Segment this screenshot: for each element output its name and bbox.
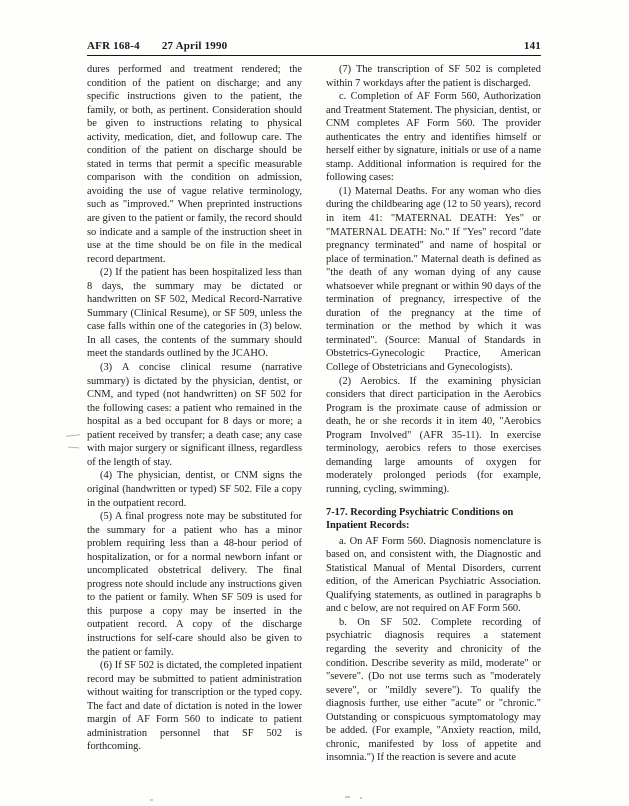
page-header [87, 40, 541, 52]
document-number: AFR 168-4 [87, 40, 140, 52]
pencil-stroke [68, 447, 79, 449]
scan-artifact [345, 796, 350, 798]
header-rule [87, 55, 541, 56]
paragraph-c: c. Completion of AF Form 560, Authorization and Treatment Statement. The physician, dentist, or CNM completes AF Form 560. The provider authenticates the entry and identifies himself or herself either by signature, initials or use of a name stamp. Additional information is required for the following cases: [326, 91, 541, 184]
scan-artifact [150, 799, 153, 801]
paragraph-a: a. On AF Form 560. Diagnosis nomenclature is based on, and consistent with, the Diagnostic and Statistical Manual of Mental Disorders, current edition, of the American Psychiatric Association. Qualifying statements, as outlined in paragraphs b and c below, are not required on AF Form 560. [326, 535, 541, 615]
left-column [87, 63, 302, 765]
paragraph-maternal-deaths: (1) Maternal Deaths. For any woman who dies during the childbearing age (12 to 50 years), record in item 41: "MATERNAL DEATH: Yes" or "MATERNAL DEATH: No." If "Yes" record "date pregnancy terminated" and name of hospital or place of termination." Maternal death is defined as "the death of any woman dying of any cause whatsoever while pregnant or within 90 days of the termination of pregnancy, irrespective of the duration of the pregnancy at the time of termination or the method by which it was terminated". (Source: Manual of Standards in Obstetrics-Gynecologic Practice, American College of Obstetricians and Gynecologists). [326, 185, 541, 374]
pencil-stroke [66, 434, 80, 436]
document-body [87, 63, 541, 765]
paragraph-aerobics: (2) Aerobics. If the examining physician considers that direct participation in the Aerobics Program is the proximate cause of admission or death, he or she records it in item 40, "Aerobics Program Involved" (AFR 35-11). In exercise terminology, aerobics refers to those exercises demanding large amounts of oxygen for moderately prolonged periods (for example, running, cycling, swimming). [326, 375, 541, 495]
paragraph-6: (6) If SF 502 is dictated, the completed inpatient record may be submitted to patient administration without waiting for transcription or the typed copy. The fact and date of dictation is noted in the lower margin of AF Form 560 to indicate to patient administration personnel that SF 502 is forthcoming. [87, 660, 302, 753]
scan-artifact [360, 797, 362, 799]
paragraph-3: (3) A concise clinical resume (narrative summary) is dictated by the physician, dentist, or CNM, and typed (not handwritten) on SF 502 for the following cases: a patient who remained in the hospital as a bed occupant for 8 days or more; a patient received by transfer; a death case; any case with major surgery or significant illness, regardless of the length of stay. [87, 362, 302, 468]
paragraph-2: (2) If the patient has been hospitalized less than 8 days, the summary may be dictated or handwritten on SF 502, Medical Record-Narrative Summary (Clinical Resume), or SF 509, unless the case falls within one of the categories in (3) below. In all cases, the contents of the summary should meet the standards outlined by the JCAHO. [87, 267, 302, 360]
paragraph-b: b. On SF 502. Complete recording of psychiatric diagnosis requires a statement regarding the severity and chronicity of the condition. Describe severity as mild, moderate" or "severe". (Do not use terms such as "moderately severe", or "mildly severe"). To qualify the diagnosis further, use either "acute" or "chronic." Outstanding or conspicuous symptomatology may be added. (For example, "Anxiety reaction, mild, chronic, manifested by loss of appetite and insomnia.") If the reaction is severe and acute [326, 616, 541, 764]
section-heading-7-17: 7-17. Recording Psychiatric Conditions on Inpatient Records: [326, 506, 514, 532]
paragraph-continuation: dures performed and treatment rendered; the condition of the patient on discharge; and any specific instructions given to the patient, the family, or both, as pertinent. Consideration should be given to instructions relating to physical activity, medication, diet, and followup care. The condition of the patient on discharge should be stated in terms that permit a specific measurable comparison with the condition on admission, avoiding the use of vague relative terminology, such as "improved." When preprinted instructions are given to the patient or family, the record should so indicate and a sample of the instruction sheet in use at the time should be on file in the medical record department. [87, 64, 302, 265]
handwritten-margin-mark [66, 433, 82, 453]
right-column [326, 63, 541, 765]
paragraph-7: (7) The transcription of SF 502 is completed within 7 workdays after the patient is discharged. [326, 64, 541, 89]
paragraph-5: (5) A final progress note may be substituted for the summary for a patient who has a minor problem requiring less than a 48-hour period of hospitalization, or for a normal newborn infant or uncomplicated obstetrical delivery. The final progress note should include any instructions given to the patient or family. When SF 509 is used for this purpose a copy may be inserted in the outpatient record. A copy of the discharge instructions for self-care should also be given to the patient or family. [87, 511, 302, 658]
page-number: 141 [523, 40, 541, 52]
paragraph-4: (4) The physician, dentist, or CNM signs the original (handwritten or typed) SF 502. File a copy in the outpatient record. [87, 470, 302, 509]
document-date: 27 April 1990 [161, 40, 228, 52]
header-left [87, 40, 227, 52]
